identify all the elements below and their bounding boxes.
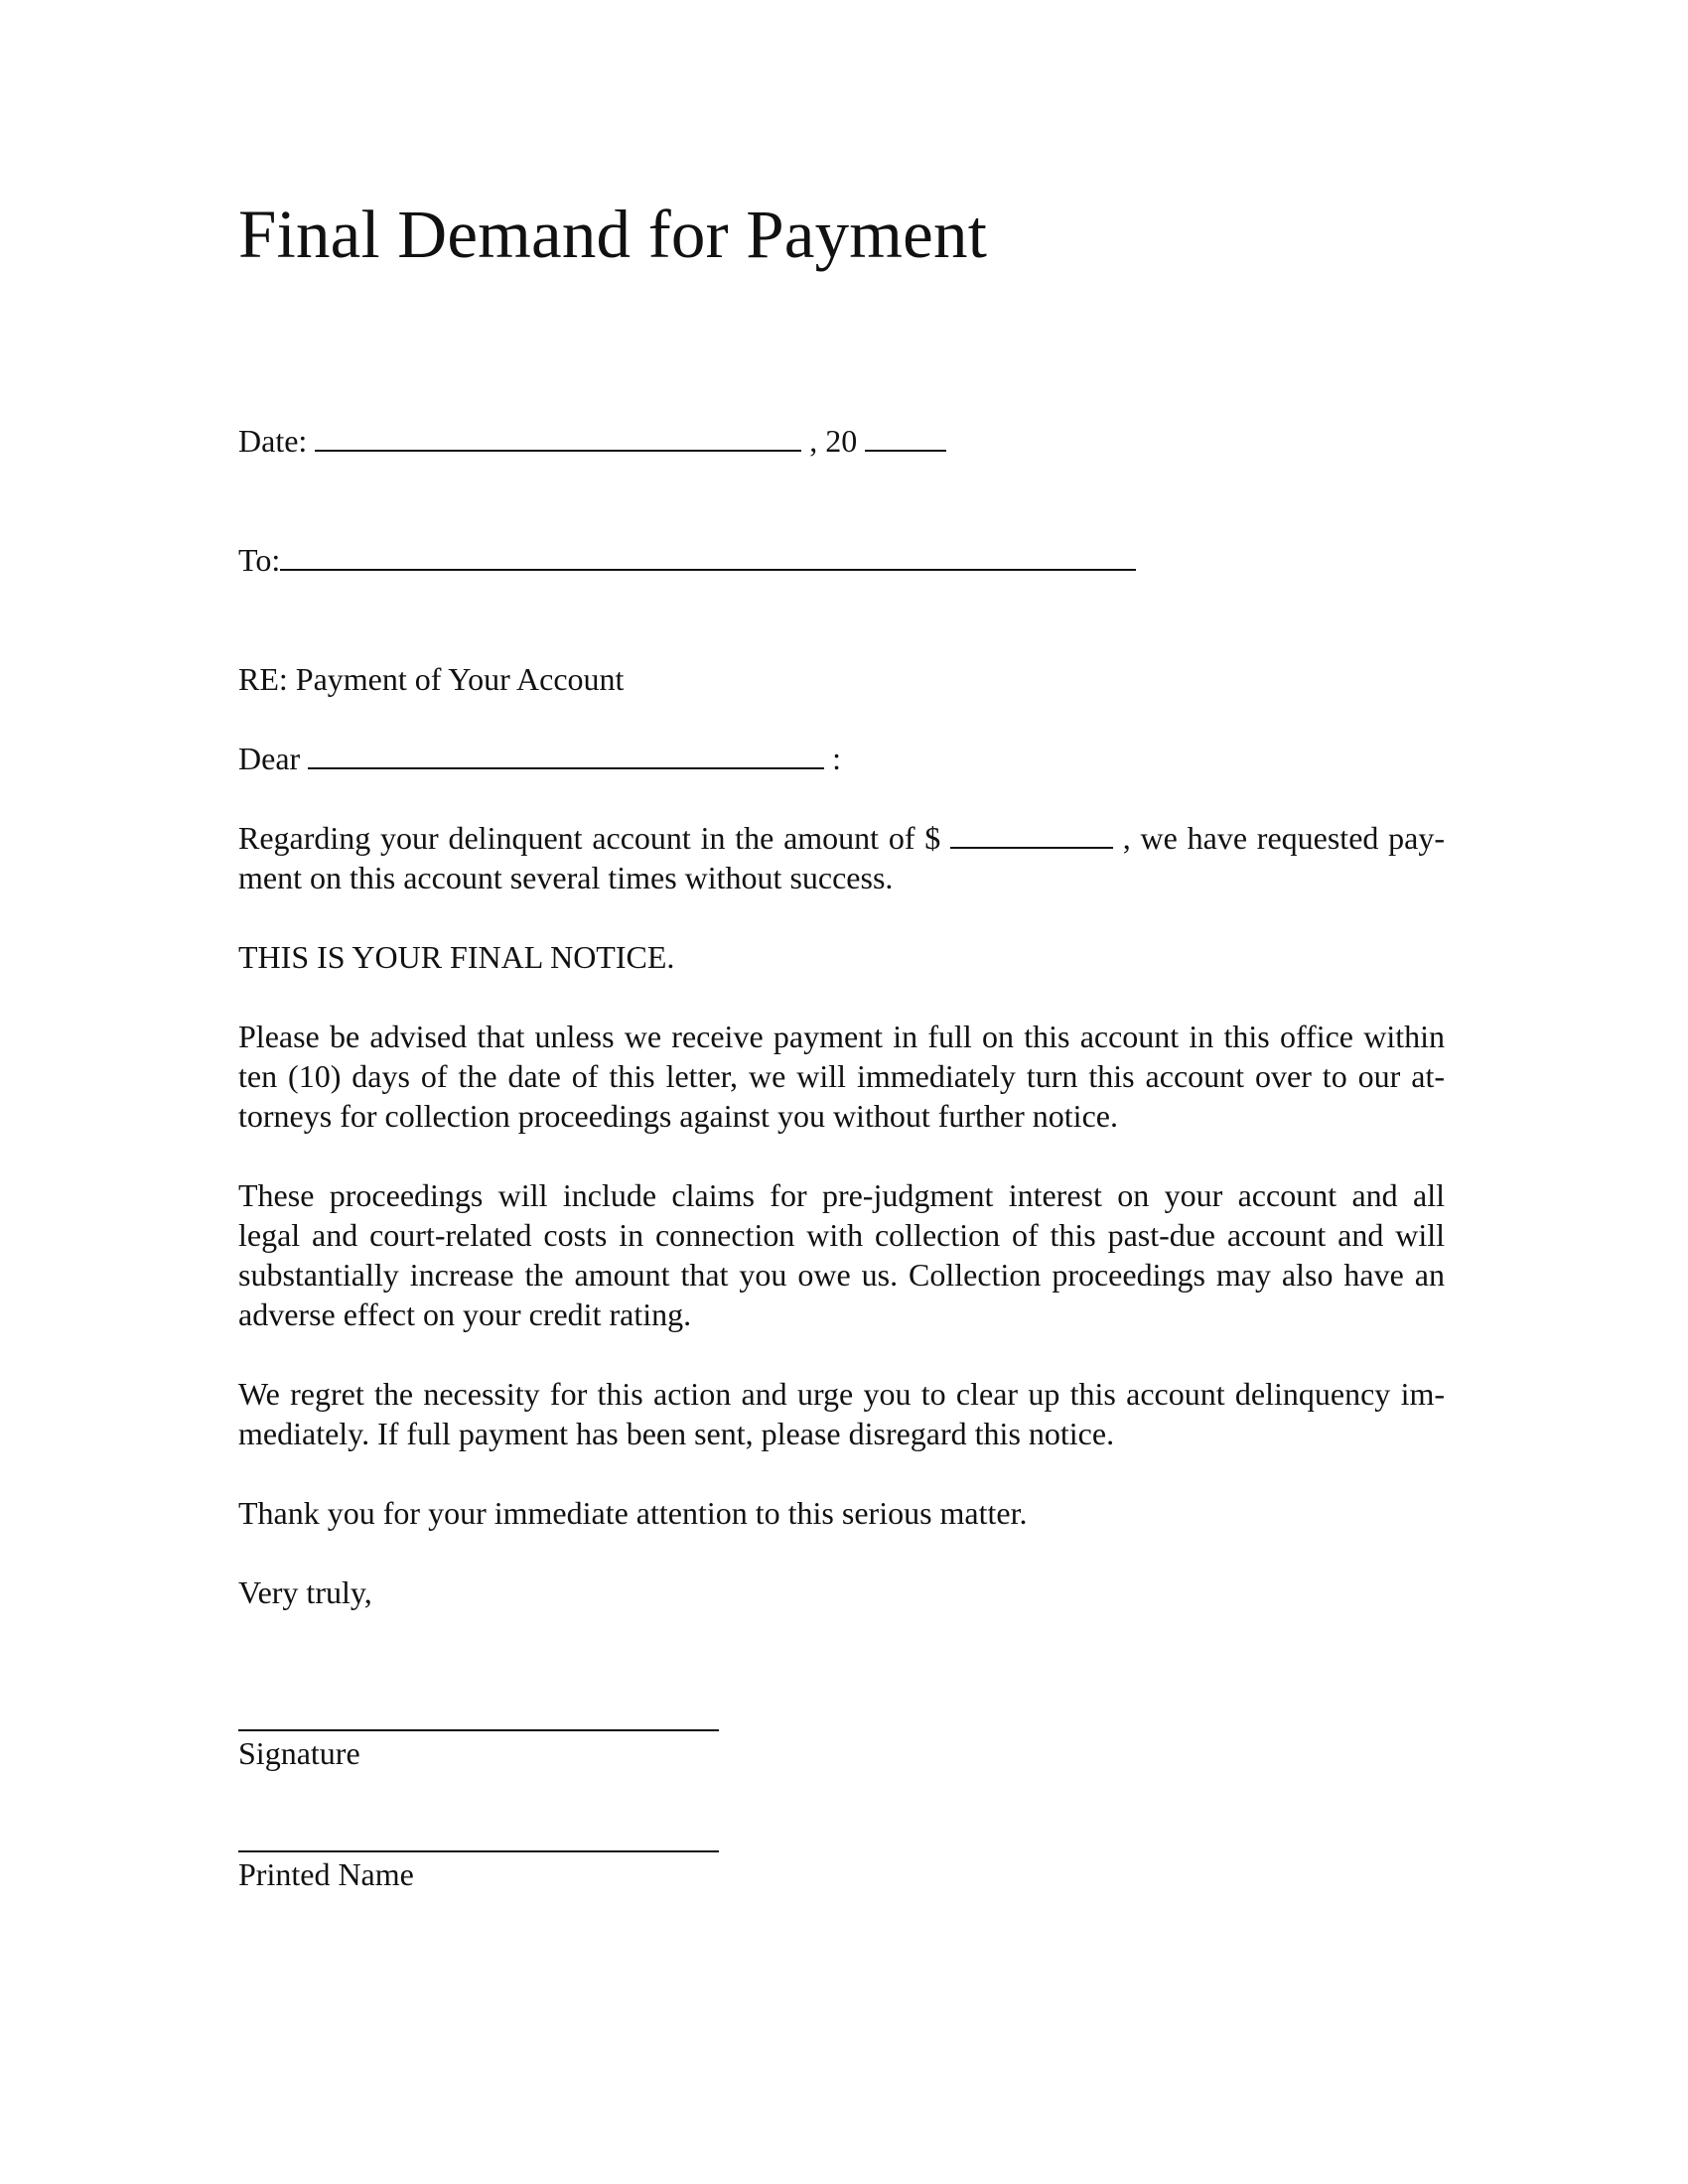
amount-blank[interactable] xyxy=(950,819,1113,849)
to-label: To: xyxy=(238,542,281,578)
paragraph-amount xyxy=(238,818,1445,897)
recipient-name-blank[interactable] xyxy=(308,740,824,769)
salutation-suffix: : xyxy=(832,741,842,776)
paragraph-regret xyxy=(238,1374,1445,1453)
closing-line: Very truly, xyxy=(238,1574,372,1610)
paragraph-line: We regret the necessity for this action and urge you to clear up this account delinquency im- xyxy=(238,1376,1445,1412)
paragraph-amount-line-1: Regarding your delinquent account in the amount of $ , we have requested pay- xyxy=(238,820,1446,856)
paragraph-line: These proceedings will include claims for pre-judgment interest on your account and all xyxy=(238,1177,1445,1213)
paragraph-line: adverse effect on your credit rating. xyxy=(238,1297,692,1332)
thanks-line: Thank you for your immediate attention to this serious matter. xyxy=(238,1495,1028,1531)
paragraph-line: torneys for collection proceedings against you without further notice. xyxy=(238,1098,1118,1134)
paragraph-line: substantially increase the amount that you owe us. Collection proceedings may also have an xyxy=(238,1257,1445,1293)
to-line xyxy=(238,540,1136,580)
signature-label: Signature xyxy=(238,1735,360,1771)
salutation-label: Dear xyxy=(238,741,301,776)
year-prefix: , 20 xyxy=(809,423,858,459)
paragraph-amount-line-2: ment on this account several times without success. xyxy=(238,860,894,895)
printed-name-blank[interactable] xyxy=(238,1850,719,1852)
salutation-line xyxy=(238,739,841,778)
paragraph-advised xyxy=(238,1017,1445,1136)
paragraph-line: mediately. If full payment has been sent, please disregard this notice. xyxy=(238,1416,1115,1451)
signature-blank[interactable] xyxy=(238,1729,719,1731)
paragraph-line: Please be advised that unless we receive payment in full on this account in this office within xyxy=(238,1019,1445,1054)
printed-name-label: Printed Name xyxy=(238,1856,414,1892)
paragraph-proceedings xyxy=(238,1175,1445,1334)
paragraph-line: legal and court-related costs in connection with collection of this past-due account and will xyxy=(238,1217,1445,1253)
year-blank[interactable] xyxy=(865,422,946,452)
page-title: Final Demand for Payment xyxy=(238,197,988,272)
date-label: Date: xyxy=(238,423,308,459)
date-blank[interactable] xyxy=(315,422,801,452)
date-line xyxy=(238,421,946,461)
paragraph-line: ten (10) days of the date of this letter, we will immediately turn this account over to our at- xyxy=(238,1058,1445,1094)
final-notice: THIS IS YOUR FINAL NOTICE. xyxy=(238,939,675,975)
to-blank[interactable] xyxy=(280,541,1136,571)
re-line: RE: Payment of Your Account xyxy=(238,661,625,697)
